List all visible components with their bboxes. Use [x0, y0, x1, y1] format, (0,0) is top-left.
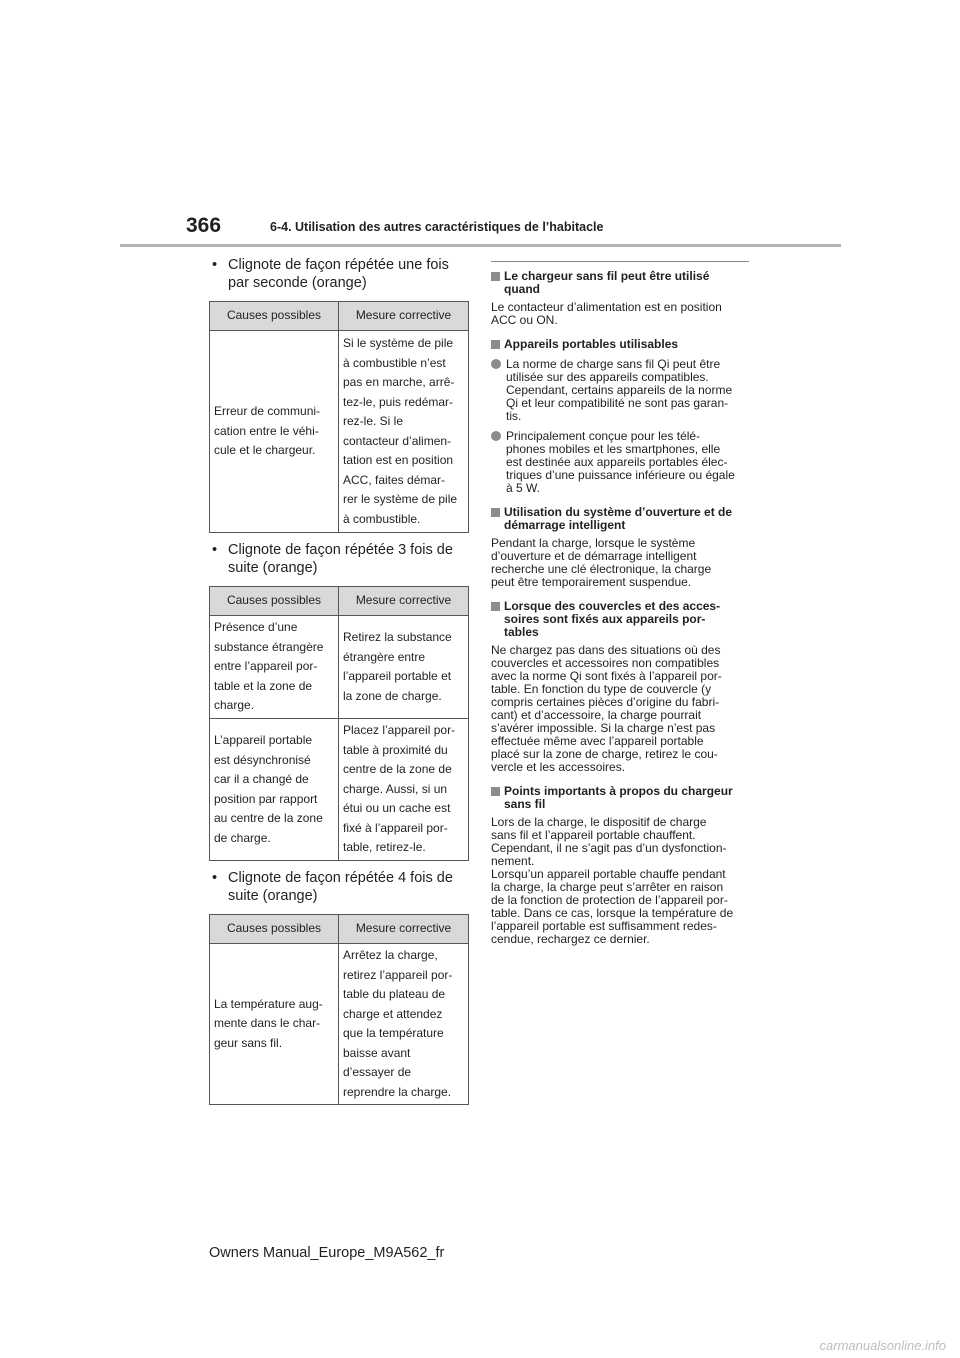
- remedy-cell: Retirez la substance étrangère entre l’appareil portable et la zone de charge.: [339, 616, 469, 719]
- header-rule: [120, 244, 841, 247]
- list-item: Principalement conçue pour les télé- phones mobiles et les smartphones, elle est destinée aux appareils portables élec- triques d’une puissance inférieure ou égale à 5 W.: [491, 430, 749, 495]
- list-item: La norme de charge sans fil Qi peut être utilisée sur des appareils compatibles. Cependant, certains appareils de la norme Qi et leur compatibilité ne sont pas garan- tis.: [491, 358, 749, 423]
- footer-manual-name: Owners Manual_Europe_M9A562_fr: [209, 1245, 445, 1261]
- column-header-causes: Causes possibles: [210, 915, 339, 944]
- info-paragraph: Le contacteur d’alimentation est en position ACC ou ON.: [491, 300, 722, 327]
- remedy-cell: Placez l’appareil por- table à proximité du centre de la zone de charge. Aussi, si un étui ou un cache est fixé à l’appareil por- table, retirez-le.: [339, 719, 469, 861]
- watermark: carmanualsonline.info: [819, 1338, 946, 1353]
- info-heading: Utilisation du système d’ouverture et de démarrage intelligent: [491, 506, 749, 532]
- remedy-cell: Arrêtez la charge, retirez l’appareil por- table du plateau de charge et attendez que la température baisse avant d’essayer de reprendre la charge.: [339, 944, 469, 1105]
- section-title: 6-4. Utilisation des autres caractéristiques de l’habitacle: [270, 220, 604, 234]
- info-heading: Appareils portables utilisables: [491, 338, 749, 351]
- cause-cell: Présence d’une substance étrangère entre l’appareil por- table et la zone de charge.: [210, 616, 339, 719]
- causes-table: [209, 301, 469, 533]
- column-header-remedy: Mesure corrective: [339, 915, 469, 944]
- blink-pattern-heading: • Clignote de façon répétée 3 fois de suite (orange): [208, 541, 470, 577]
- right-column: [491, 261, 749, 946]
- column-header-remedy: Mesure corrective: [339, 302, 469, 331]
- blink-pattern-heading: • Clignote de façon répétée une fois par seconde (orange): [208, 256, 470, 292]
- remedy-cell: Si le système de pile à combustible n’est pas en marche, arrê- tez-le, puis redémar- rez-le. Si le contacteur d’alimen- tation est en position ACC, faites démar- rer le système de pile à combustible.: [339, 331, 469, 533]
- column-header-causes: Causes possibles: [210, 587, 339, 616]
- cause-cell: Erreur de communi- cation entre le véhi- cule et le chargeur.: [210, 331, 339, 533]
- column-header-remedy: Mesure corrective: [339, 587, 469, 616]
- causes-table: [209, 586, 469, 861]
- info-heading: Lorsque des couvercles et des acces- soires sont fixés aux appareils por- tables: [491, 600, 749, 639]
- info-heading: Le chargeur sans fil peut être utilisé quand: [491, 270, 749, 296]
- right-column-rule: [491, 261, 749, 262]
- page-number: 366: [186, 214, 222, 237]
- cause-cell: La température aug- mente dans le char- geur sans fil.: [210, 944, 339, 1105]
- info-paragraph: Pendant la charge, lorsque le système d’ouverture et de démarrage intelligent recherche une clé électronique, la charge peut être temporairement suspendue.: [491, 536, 712, 589]
- causes-table: [209, 914, 469, 1105]
- left-column: [208, 256, 470, 1105]
- cause-cell: L’appareil portable est désynchronisé car il a changé de position par rapport au centre de la zone de charge.: [210, 719, 339, 861]
- column-header-causes: Causes possibles: [210, 302, 339, 331]
- info-heading: Points importants à propos du chargeur sans fil: [491, 785, 749, 811]
- info-paragraph: Lors de la charge, le dispositif de charge sans fil et l’appareil portable chauffent. Cependant, il ne s’agit pas d’un dysfonction- nement. Lorsqu’un appareil portable chauffe pendant la charge, la charge peut s’arrêter en raison de la fonction de protection de l’appareil por- table. Dans ce cas, lorsque la température de l’appareil portable est suffisamment redes- cendue, rechargez ce dernier.: [491, 815, 734, 946]
- blink-pattern-heading: • Clignote de façon répétée 4 fois de suite (orange): [208, 869, 470, 905]
- info-paragraph: Ne chargez pas dans des situations où des couvercles et accessoires non compatibles avec la norme Qi sont fixés à l’appareil por- table. En fonction du type de couvercle (y compris certaines pièces d’origine du fabri- cant) et d’accessoire, la charge pourrait s’avérer impossible. Si la charge n’est pas effectuée même avec l’appareil portable placé sur la zone de charge, retirez le cou- vercle et les accessoires.: [491, 643, 722, 774]
